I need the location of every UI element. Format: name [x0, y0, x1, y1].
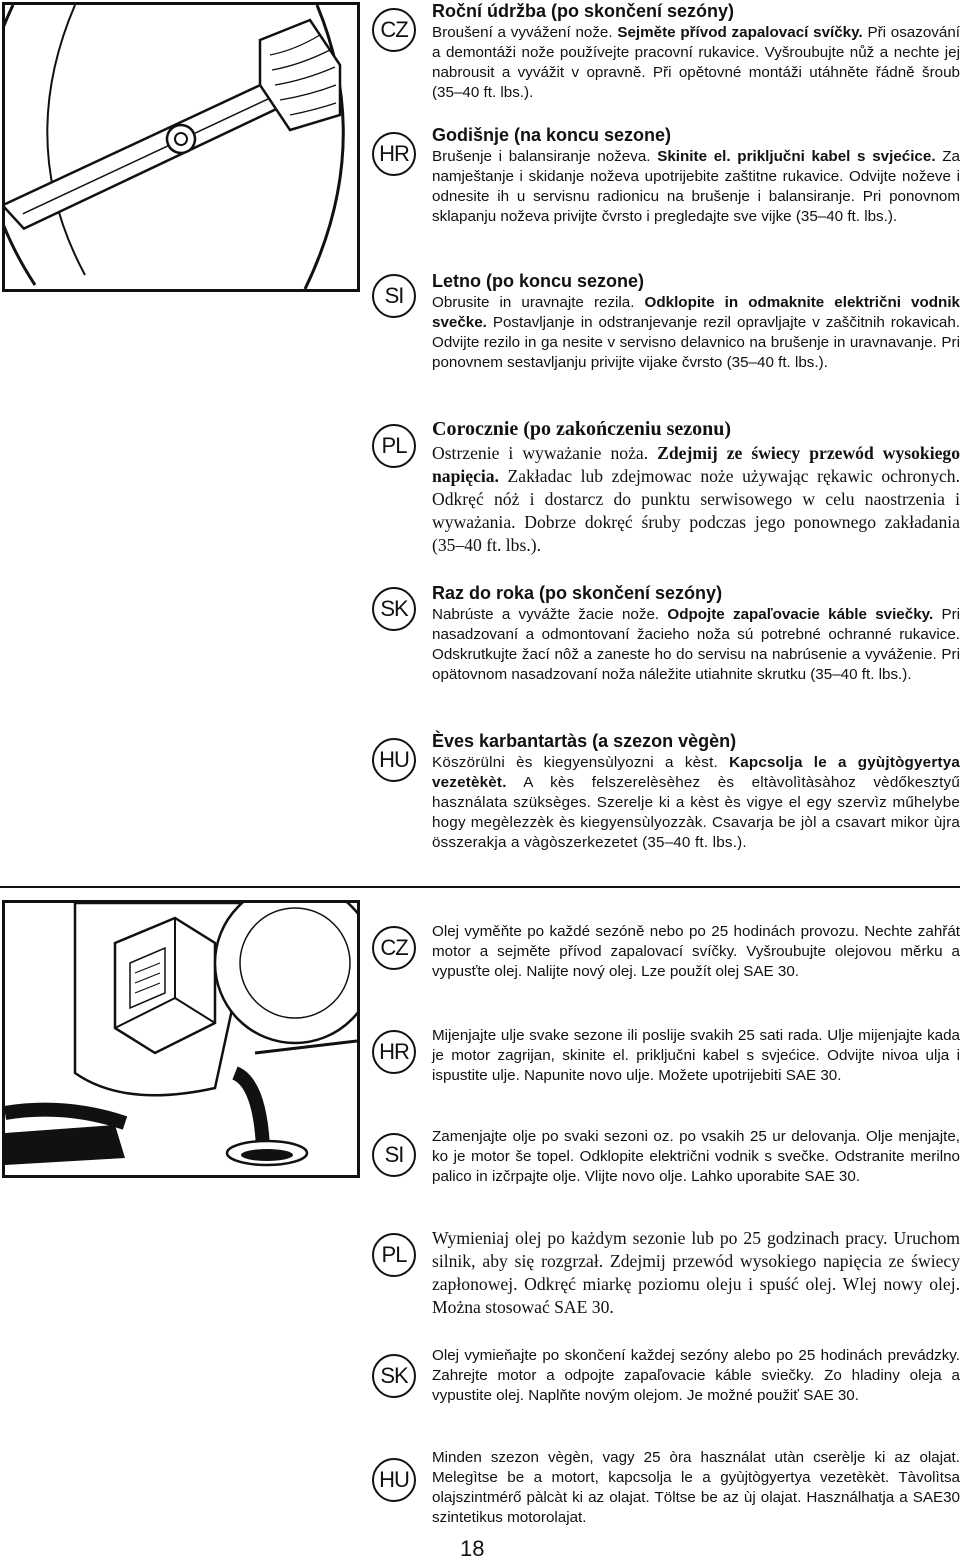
section-body: Ostrzenie i wyważanie noża. Zdejmij ze świecy przewód wysokiego napięcia. Zakładac lub zdejmowac noże używając rękawic ochronych. Odkręć nóż i dostarcz do punktu serwisowego w celu naostrzenia i wyważania. Dobrze dokręć śruby podczas jego ponownego zakładania (35–40 ft. lbs.). [432, 443, 960, 555]
lang-badge-cz: CZ [372, 926, 416, 970]
lang-badge-si: SI [372, 1133, 416, 1177]
lang-badge-si: SI [372, 274, 416, 318]
oil-drain-illustration [2, 900, 360, 1178]
oil-section-cz [432, 922, 960, 982]
section-body: Obrusite in uravnajte rezila. Odklopite in odmaknite električni vodnik svečke. Postavljanje in odstranjevanje rezil opravljajte v zaščitnih rokavicah. Odvijte rezilo in ga nesite v servisno delavnico na brušenje in uravnavanje. Pri ponovnem sestavljanju privijte vijake čvrsto (35–40 ft. lbs.). [432, 294, 960, 371]
section-title: Corocznie (po zakończeniu sezonu) [432, 418, 732, 440]
section-pl-annual [432, 418, 960, 557]
section-body: Olej vyměňte po každé sezóně nebo po 25 hodinách provozu. Nechte zahřát motor a sejměte přívod zapalovací svíčky. Vyšroubujte olejovou měrku a vypusťte olej. Nalijte nový olej. Lze použít olej SAE 30. [432, 923, 960, 980]
lang-badge-hu: HU [372, 1458, 416, 1502]
lang-badge-sk: SK [372, 587, 416, 631]
oil-section-pl [432, 1227, 960, 1319]
section-body: Minden szezon vègèn, vagy 25 òra használat utàn cserèlje ki az olajat. Melegìtse be a motort, kapcsolja le a gyùjtògyertya vezetèkèt. Tàvolìtsa olajszintmérő pàlcàt ki az olajat. Töltse be az ùj olajat. Használhatja a SAE30 szintetikus motorolajat. [432, 1449, 960, 1526]
lang-badge-hu: HU [372, 738, 416, 782]
lang-badge-hr: HR [372, 132, 416, 176]
section-title: Èves karbantartàs (a szezon vègèn) [432, 731, 737, 751]
lang-badge-sk: SK [372, 1354, 416, 1398]
section-body: Broušení a vyvážení nože. Sejměte přívod zapalovací svíčky. Při osazování a demontáži nože používejte pracovní rukavice. Vyšroubujte nůž a nechte jej nabrousit a vyvážit v opravně. Při opětovné montáži utáhněte řádně šroub (35–40 ft. lbs.). [432, 24, 960, 101]
lang-badge-pl: PL [372, 424, 416, 468]
section-divider [0, 886, 960, 888]
section-body: Brušenje i balansiranje noževa. Skinite el. priključni kabel s svjećice. Za namještanje i skidanje noževa upotrijebite zaštitne rukavice. Odvijte noževe i odnesite ih u servisnu radionicu na brušenje i balansiranje. Pri ponovnom sklapanju noževa privijte čvrsto i pregledajte sve vijke (35–40 ft. lbs.). [432, 148, 960, 225]
lang-badge-pl: PL [372, 1233, 416, 1277]
section-si-annual [432, 272, 960, 373]
oil-section-hu [432, 1448, 960, 1528]
section-sk-annual [432, 584, 960, 685]
section-body: Nabrúste a vyvážte žacie nože. Odpojte zapaľovacie káble sviečky. Pri nasadzovaní a odmontovaní žacieho noža sú potrebné ochranné rukavice. Odskrutkujte žací nôž a zaneste ho do servisu na nabrúsenie a vyváženie. Pri opätovnom nasadzovaní noža náležite utiahnite skrutku (35–40 ft. lbs.). [432, 606, 960, 683]
section-body: Wymieniaj olej po każdym sezonie lub po 25 godzinach pracy. Uruchom silnik, aby się rozgrzał. Zdejmij przewód wysokiego napięcia ze świecy zapłonowej. Odkręć miarkę poziomu oleju i spuść olej. Wlej nowy olej. Można stosować SAE 30. [432, 1228, 960, 1317]
section-title: Godišnje (na koncu sezone) [432, 125, 672, 145]
oil-section-si [432, 1127, 960, 1187]
section-body: Olej vymieňajte po skončení každej sezóny alebo po 25 hodinách prevádzky. Zahrejte motor a odpojte zapaľovacie káble sviečky. Zo hladiny oleja a vypustite olej. Naplňte novým olejom. Je možné použiť SAE 30. [432, 1347, 960, 1404]
lang-badge-cz: CZ [372, 8, 416, 52]
section-body: Köszörülni ès kiegyensùlyozni a kèst. Kapcsolja le a gyùjtògyertya vezetèkèt. A kès felszerelèsèhez ès eltàvolìtàsàhoz vèdőkesztyű használata szüksèges. Szerelje ki a kèst ès vigye el egy szervìz műhelybe hogy megèlezzèk ès kiegyensùlyozzàk. Csavarja be jòl a csavart mikor ùjra összerakja a vàgòszerkezetet (35–40 ft. lbs.). [432, 754, 960, 851]
page-number: 18 [460, 1536, 485, 1561]
section-body: Mijenjajte ulje svake sezone ili poslije svakih 25 sati rada. Ulje mijenjajte kada je motor zagrijan, skinite el. priključni kabel s svjećice. Odvijte nivoa ulja i ispustite ulje. Napunite novo ulje. Možete upotrijebiti SAE 30. [432, 1027, 960, 1084]
section-hu-annual [432, 732, 960, 853]
section-cz-annual [432, 2, 960, 103]
oil-section-hr [432, 1026, 960, 1086]
section-title: Roční údržba (po skončení sezóny) [432, 1, 735, 21]
section-title: Raz do roka (po skončení sezóny) [432, 583, 723, 603]
lang-badge-hr: HR [372, 1030, 416, 1074]
section-hr-annual [432, 126, 960, 227]
blade-illustration [2, 2, 360, 292]
section-body: Zamenjajte olje po svaki sezoni oz. po vsakih 25 ur delovanja. Olje menjajte, ko je motor še topel. Odklopite električni vodnik s svečke. Odstranite merilno palico in izčrpajte olje. Vlijte novo olje. Lahko uporabite SAE 30. [432, 1128, 960, 1185]
section-title: Letno (po koncu sezone) [432, 271, 645, 291]
oil-section-sk [432, 1346, 960, 1406]
